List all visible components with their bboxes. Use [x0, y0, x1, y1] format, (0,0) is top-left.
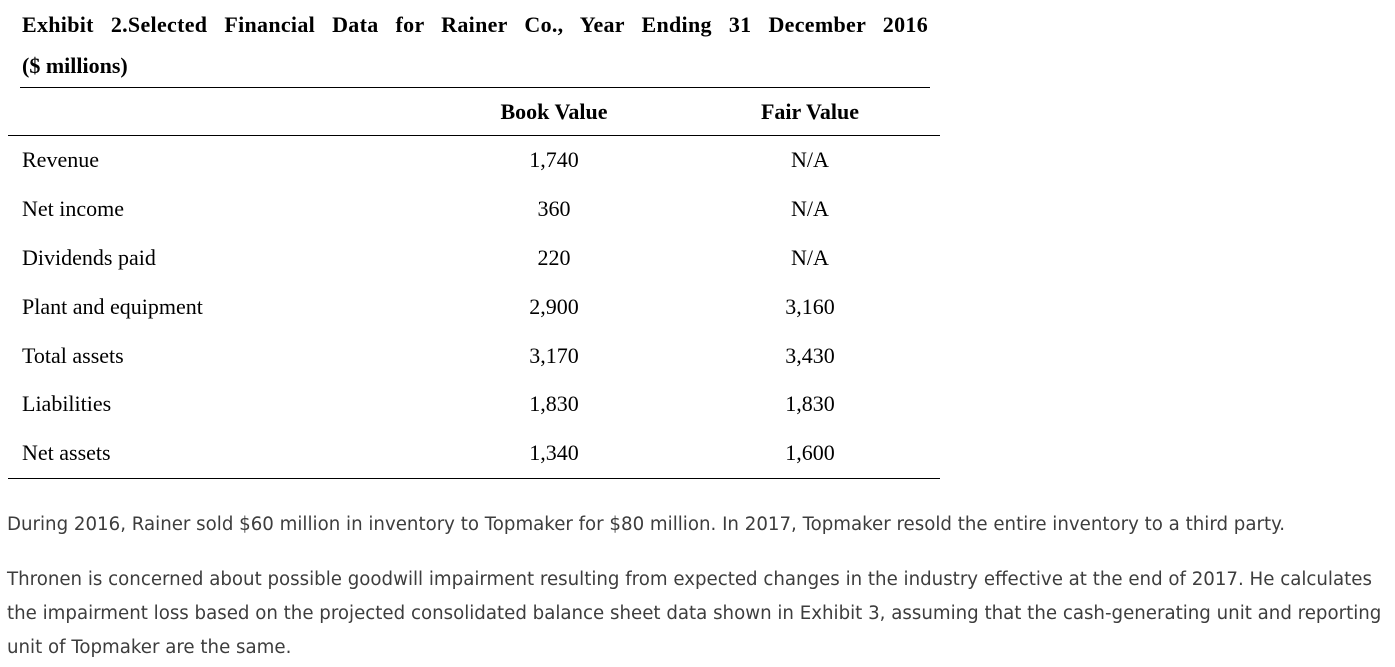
table-row: [8, 380, 940, 429]
book-value-cell: 220: [537, 244, 571, 270]
fair-value-cell: 1,600: [680, 429, 940, 478]
book-value-cell: 2,900: [529, 293, 579, 319]
book-value-cell: 1,340: [428, 429, 680, 478]
row-label: Liabilities: [22, 391, 112, 417]
table-row: [8, 136, 940, 185]
row-label: Revenue: [22, 147, 99, 173]
row-label: Net income: [22, 196, 125, 222]
exhibit-title: Exhibit 2.Selected Financial Data for Rainer Co., Year Ending 31 December 2016: [22, 12, 928, 37]
exhibit-subtitle: ($ millions): [22, 53, 128, 78]
header-book-value: Book Value: [428, 88, 680, 136]
exhibit-2: [8, 0, 940, 479]
narrative-text: [7, 508, 1392, 665]
fair-value-cell: N/A: [791, 244, 829, 270]
fair-value-cell: N/A: [791, 147, 829, 173]
row-label: Total assets: [22, 342, 124, 368]
financial-data-table: [8, 88, 940, 479]
row-label: Net assets: [8, 429, 428, 478]
table-row: [8, 234, 940, 283]
table-row: [8, 331, 940, 380]
table-row: [8, 185, 940, 234]
fair-value-cell: 1,830: [785, 391, 835, 417]
table-row: [8, 429, 940, 478]
header-fair-value: Fair Value: [680, 88, 940, 136]
paragraph-goodwill-impairment: Thronen is concerned about possible goodwill impairment resulting from expected changes in the industry effective at the end of 2017. He calculates the impairment loss based on the projected consolidated balance sheet data shown in Exhibit 3, assuming that the cash-generating unit and reporting unit of Topmaker are the same.: [7, 569, 1382, 658]
book-value-cell: 3,170: [529, 342, 579, 368]
row-label: Plant and equipment: [22, 293, 203, 319]
fair-value-cell: N/A: [791, 196, 829, 222]
table-header-row: [8, 88, 940, 136]
book-value-cell: 1,830: [529, 391, 579, 417]
header-label: [8, 88, 428, 136]
paragraph-inventory-sale: During 2016, Rainer sold $60 million in inventory to Topmaker for $80 million. In 2017, Topmaker resold the entire inventory to a third party.: [7, 514, 1286, 535]
fair-value-cell: 3,160: [785, 293, 835, 319]
book-value-cell: 360: [537, 196, 571, 222]
row-label: Dividends paid: [22, 244, 156, 270]
fair-value-cell: 3,430: [785, 342, 835, 368]
table-row: [8, 282, 940, 331]
book-value-cell: 1,740: [529, 147, 579, 173]
